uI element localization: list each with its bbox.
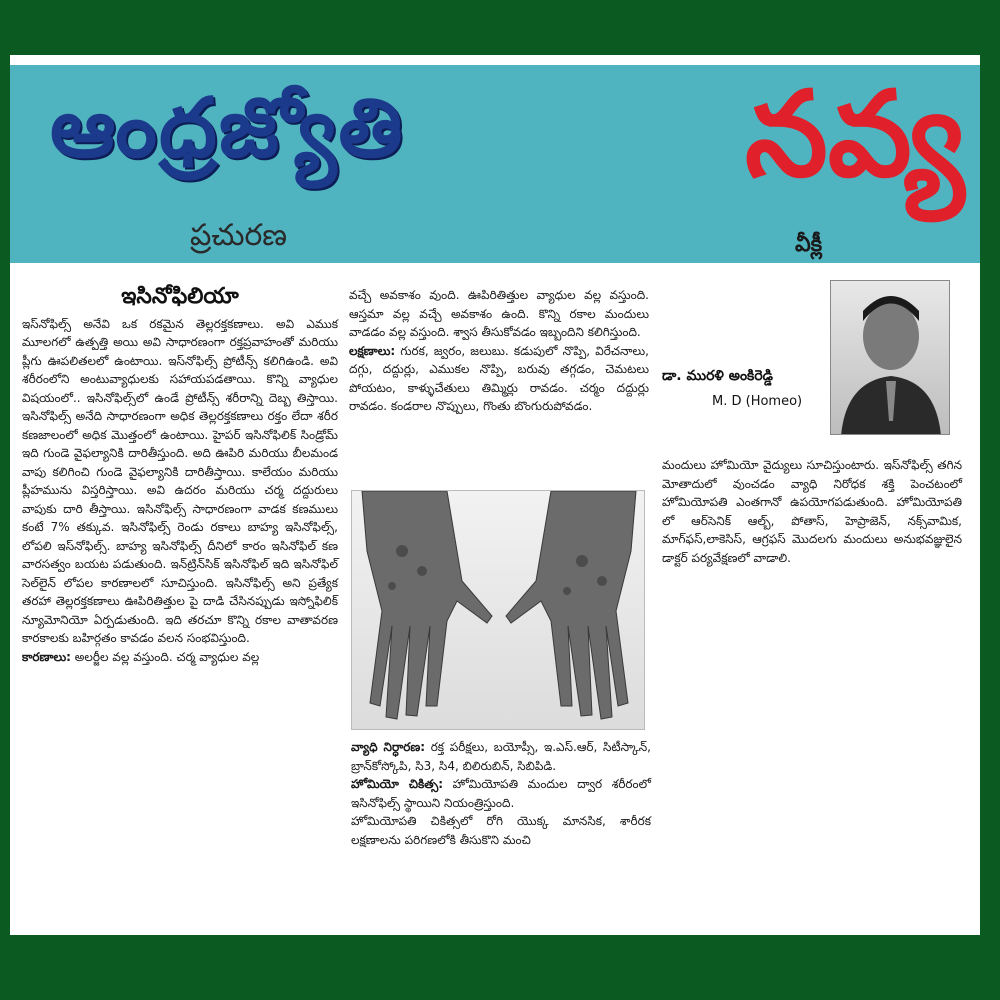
article-column-1: [22, 284, 338, 666]
article-title: ఇసినోఫిలియా: [121, 284, 239, 309]
reasons-text: అలర్జీల వల్ల వస్తుంది. చర్మ వ్యాధుల వల్ల: [74, 649, 260, 664]
diagnosis-text: రక్త పరీక్షలు, బయోప్సీ, ఇ.ఎస్.ఆర్, సిటీస్కాన్, బ్రాన్‌కోస్కోపి, సి3, సి4, బిలిరుబిన్, సిబిపిడి.: [351, 740, 651, 773]
hands-photo: [351, 490, 645, 730]
symptoms-label: లక్షణాలు:: [349, 343, 396, 358]
author-photo: [830, 280, 950, 435]
newspaper-logo: ఆంధ్రజ్యోతి: [50, 80, 405, 176]
article-column-2: [349, 286, 649, 416]
weekly-logo: నవ్య: [745, 64, 965, 203]
author-degree: M. D (Homeo): [712, 394, 803, 409]
homeo-text: హోమియోపతి మందుల ద్వార శరీరంలో ఇసినోఫిల్స్ స్థాయిని నియంత్రిస్తుంది.: [351, 777, 651, 810]
symptoms-text: గురక, జ్వరం, జలుబు. కడుపులో నొప్పి, విరేచనాలు, దగ్గు, దద్దుర్లు, ఎముకల నొప్పి, బరువు తగ్గడం, చెమటలు పోయటం, కాళ్ళుచేతులు తిమ్మిర్లు రావడం. చర్మం దద్దుర్లు రావడం. కండరాల నొప్పులు, గొంతు బొంగురుపోవడం.: [349, 343, 649, 413]
publication-subtitle: ప్రచురణ: [190, 218, 288, 253]
article-col2-text: వచ్చే అవకాశం వుంది. ఊపిరితిత్తుల వ్యాధుల వల్ల వస్తుంది. ఆస్తమా వల్ల వచ్చే అవకాశం ఉంది. కొన్ని రకాల మందులు వాడడం వల్ల వస్తుంది. శ్వాస తీసుకోవడం ఇబ్బందిని కలిగిస్తుంది.: [349, 288, 649, 339]
homeo-label: హోమియో చికిత్స:: [351, 777, 444, 791]
reasons-label: కారణాలు:: [22, 649, 71, 664]
diagnosis-label: వ్యాధి నిర్ధారణ:: [351, 740, 426, 754]
author-name: డా. మురళి అంకిరెడ్డి: [662, 368, 774, 384]
article-col3-text: మందులు హోమియో వైద్యులు సూచిస్తుంటారు. ఇస్‌నోఫిల్స్ తగిన మోతాదులో వుంచడం వ్యాధి నిరోధక శక్తి పెంచటంలో హోమియోపతి ఎంతగానో ఉపయోగపడుతుంది. హోమియోపతి లో ఆర్‌సెనిక్ ఆల్బ్, పోతాస్, హెప్రాజెన్, నక్స్‌వామిక, మాగ్‌ఫస్,లాకెసిస్, ఆగ్రఫస్ మొదలగు మందులు అనుభవజ్ఞులైన డాక్టర్ పర్యవేక్షణలో వాడాలి.: [662, 458, 962, 565]
article-page: [22, 268, 980, 930]
article-col2-tail: హోమియోపతి చికిత్సలో రోగి యొక్క మానసిక, శారీరక లక్షణాలను పరిగణలోకి తీసుకొని మంచి: [351, 814, 651, 847]
article-column-2-lower: [351, 738, 651, 849]
article-intro: ఇస్‌నోఫిల్స్ అనేవి ఒక రకమైన తెల్లరక్తకణాలు. అవి ఎముక మూలగలో ఉత్పత్తి అయి అవి సాధారణంగా రక్తప్రవాహంతో మరియు ప్లీగు ఊపలితలలో ఉంటాయి. ఇస్‌నోఫిల్స్ ప్రోటీన్స్ కలిగిఉండి. అవి శరీరంలోని అంటువ్యాధులకు సహాయపడతాయి. కొన్ని వ్యాధుల విషయంలో.. ఇసినోఫిల్స్‌లో ఉండే ప్రోటీన్స్ శరీరాన్ని దెబ్బ తిస్తాయి. ఇసినోఫిల్స్ అనేది సాధారణంగా అధిక తెల్లరక్తకణాలు రక్తం లేదా శరీర కణజాలంలో అధిక మొత్తంలో ఉంటాయి. హైపర్ ఇసినోఫిలిక్ సిండ్రోమ్ ఇది గుండె వైఫల్యానికి దారితీస్తుంది. అది ఊపిరి మరియు బీలమండ వాపు కలిగించి గుండె వైఫల్యానికి దారితీస్తాయి. కాలేయం మరియు ప్లీహమును విస్తరిస్తాయి. అవి ఉదరం మరియు చర్మ దద్దురులు వాపుకు దారి తీస్తాయి. ఇసినోఫిల్స్ సాధారణంగా వాడక కణములు కంటే 7% తక్కువ. ఇసినోఫిల్స్ రెండు రకాలు బాహ్య ఇసినోఫిల్స్, లోపలి ఇస్‌నోఫిల్స్. బాహ్య ఇసినోఫిల్స్ దీనిలో కారం ఇసినోఫిల్ కణ వారసత్వం బయట పడుతుంది. ఇన్‌ట్రిన్‌సిక్ ఇసినోఫిల్ ఇది ఇసినోఫిల్ సెల్‌లైన్ లోపల కారణాలలో సూచిస్తుంది. ఇసినోఫిల్స్ అని ప్రత్యేక తరహా తెల్లరక్తకణాలు ఊపిరితిత్తుల పై దాడి చేసినప్పుడు ఇస్నోఫిలిక్ న్యూమోనియో ఏర్పడుతుంది. ఇది తరచూ కొన్ని రకాల వాతావరణ కారకాలకు బహిర్గతం కావడం వలన సంభవిస్తుంది.: [22, 316, 338, 645]
article-column-3: [662, 456, 962, 567]
weekly-label: వీక్లీ: [795, 232, 823, 257]
